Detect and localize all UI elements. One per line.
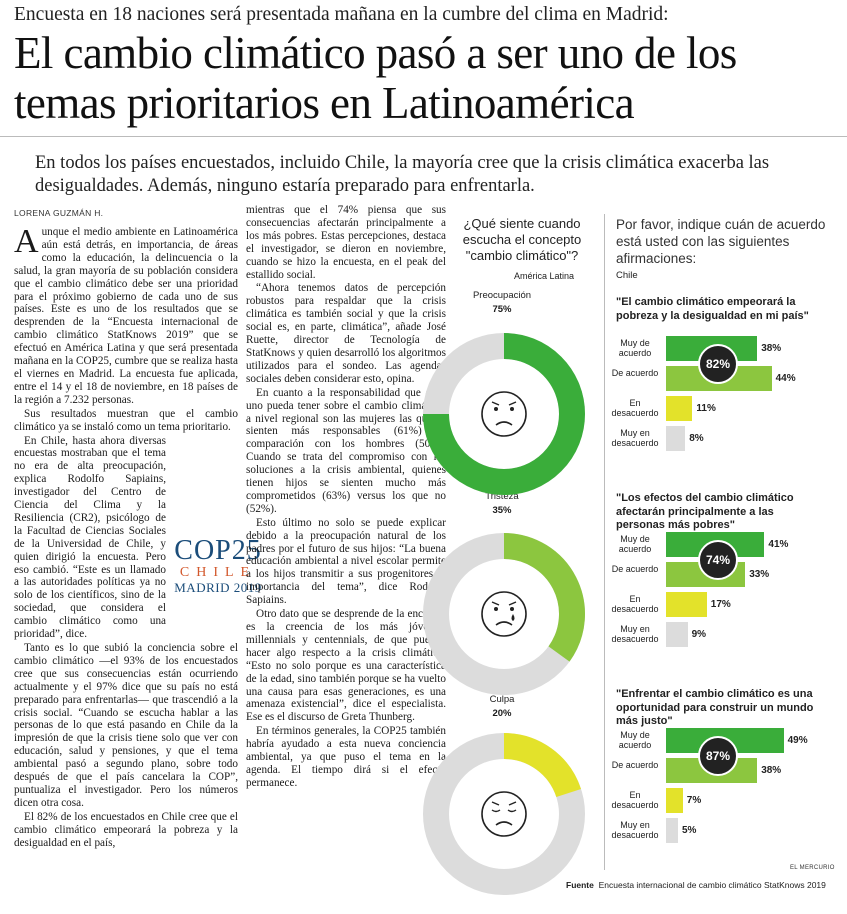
gauge-charts (414, 310, 594, 910)
bar-value: 38% (761, 765, 782, 776)
divider (0, 136, 847, 137)
bar-label: Muy en desacuerdo (611, 428, 659, 448)
bar (666, 818, 678, 843)
gauge-percent: 75% (492, 304, 512, 315)
paragraph: unque el medio ambiente en Latinoamérica aún está detrás, en importancia, de áreas como la educación, la delincuencia o la salud, la gran mayoría de su población considera que el cambio climático debe ser una prioridad para el próximo gobierno de cada uno de sus países. Este es uno de los resultados que se desprenden de la “Encuesta internacional de cambio climático StatKnows 2019” que se efectuó en América Latina y que será presentada mañana en la COP25, cumbre que se realiza hasta el viernes en Madrid. La encuesta fue aplicada, entre el 14 y el 18 de noviembre, en 18 países de la región a 7.232 personas. (14, 226, 238, 406)
paragraph: En términos generales, la COP25 también habría ayudado a esta nueva conciencia ambiental, ya que puso el tema en la agenda. El tiempo dirá si el efecto permanece. (246, 725, 446, 789)
bar-label: Muy en desacuerdo (611, 820, 659, 840)
country-label: Chile (616, 270, 638, 281)
gauge-percent: 20% (492, 708, 512, 719)
bar (666, 426, 685, 451)
bar (666, 396, 692, 421)
bar-value: 41% (768, 539, 789, 550)
cop25-logo-country: CHILE (179, 565, 257, 580)
paragraph: Sus resultados muestran que el cambio climático ya se instaló como un tema prioritario. (14, 407, 238, 433)
credit: EL MERCURIO (790, 865, 835, 871)
bar-label: Muy de acuerdo (618, 338, 652, 358)
bar-label: De acuerdo (611, 760, 659, 770)
total-agree-badge: 82% (698, 344, 738, 384)
paragraph: Otro dato que se desprende de la encuesta es la creencia de los más jóvenes, millennials y centennials, de que pueden hacer algo respecto a la crisis climática. “Esto no solo porque es una característica de la edad, sino también porque se ha vuelto una causa para esas generaciones, es una amenaza existencial”, dice el especialista. Ese es el discurso de Greta Thunberg. (246, 608, 446, 724)
feeling-question: ¿Qué siente cuando escucha el concepto "cambio climático"? (462, 216, 582, 263)
bar-label: De acuerdo (611, 368, 659, 378)
headline: El cambio climático pasó a ser uno de los temas prioritarios en Latinoamérica (14, 28, 737, 128)
bar-value: 11% (696, 403, 716, 414)
dropcap: A (14, 223, 39, 260)
paragraph: El 82% de los encuestados en Chile cree que el cambio climático empeorará la pobreza y la desigualdad en el país, (14, 810, 238, 849)
bar-value: 38% (761, 343, 782, 354)
subhead: En todos los países encuestados, incluido Chile, la mayoría cree que la crisis climática exacerba las desigualdades. Además, ninguno estaría preparado para enfrentarla. (35, 153, 770, 196)
graphic-divider (604, 214, 605, 870)
cop25-logo-venue: MADRID 2019 (174, 580, 262, 595)
statement-title: "El cambio climático empeorará la pobreza y la desigualdad en mi país" (616, 296, 809, 322)
bar (666, 622, 688, 647)
source-label: Fuente (566, 880, 594, 890)
bar-value: 5% (682, 825, 697, 836)
bar-value: 7% (686, 795, 702, 806)
cop25-logo-title: COP25 (174, 535, 262, 566)
gauge-label: Tristeza (485, 491, 519, 502)
statement-title: "Enfrentar el cambio climático es una oportunidad para construir un mundo más justo" (616, 688, 814, 727)
paragraph: “Ahora tenemos datos de percepción robustos para respaldar que la crisis climática es también social y que la crisis social es, en parte, climática”, añade José Ruette, director de Tecnología de StatKnows y quien desarrolló los algoritmos utilizados para el sondeo. Las agendas sociales deben considerar esto, opina. (246, 282, 446, 385)
bar-value: 33% (749, 569, 770, 580)
gauge-label: Preocupación (472, 290, 532, 301)
agreement-question: Por favor, indique cuán de acuerdo está usted con las siguientes afirmaciones: (616, 217, 826, 266)
paragraph: Tanto es lo que subió la conciencia sobre el cambio climático —el 93% de los encuestados cree que sus consecuencias están ocurriendo actualmente y el 97% dice que su país no está preparado para enfrentarlas— que trascendió a la crisis social. “Cuando se escucha hablar a las personas de lo que está pasando en Chile da la impresión de que la crisis tiene solo que ver con educación, salud y pensiones, y que el tema ambiental pasó a segundo plano, sobre todo después de que el país cancelara la COP”, puntualiza el investigador. Pero los números dicen otra cosa. (14, 642, 238, 809)
bar-label: De acuerdo (611, 564, 659, 574)
statement-title: "Los efectos del cambio climático afectarán principalmente a las personas más pobres" (616, 492, 794, 531)
bar-label: Muy de acuerdo (618, 730, 652, 750)
worried-face-icon (482, 392, 526, 436)
bar-label: En desacuerdo (611, 398, 659, 418)
bar-value: 49% (787, 735, 808, 746)
bar-value: 44% (775, 373, 796, 384)
gauge-arc (504, 746, 569, 793)
total-agree-badge: 74% (698, 540, 738, 580)
region-label: América Latina (514, 271, 575, 281)
bar-label: Muy en desacuerdo (611, 624, 659, 644)
source-line (566, 880, 826, 890)
crying-face-icon (482, 592, 526, 636)
gauge-label: Culpa (489, 694, 515, 705)
source-text: Encuesta internacional de cambio climático StatKnows 2019 (598, 880, 826, 890)
bar (666, 592, 707, 617)
bar-value: 17% (710, 599, 731, 610)
bar-value: 8% (689, 433, 704, 444)
gauge-percent: 35% (492, 505, 512, 516)
total-agree-badge: 87% (698, 736, 738, 776)
bar-label: Muy de acuerdo (618, 534, 652, 554)
byline: LORENA GUZMÁN H. (14, 208, 104, 218)
bar-label: En desacuerdo (611, 790, 659, 810)
bar-label: En desacuerdo (611, 594, 659, 614)
kicker: Encuesta en 18 naciones será presentada mañana en la cumbre del clima en Madrid: (14, 4, 669, 25)
paragraph: mientras que el 74% piensa que sus consecuencias afectarán principalmente a los más pobres. Estas percepciones, destaca el investigador, se dieron en noviembre, cuando se hizo la encuesta, en el peak del estallido social. (246, 204, 446, 281)
paragraph: Esto último no solo se puede explicar debido a la preocupación natural de los padres por el futuro de sus hijos: “La buena educación ambiental a nivel escolar permite a los hijos transmitir a sus progenitores la importancia del tema”, dice Rodolfo Sapiains. (246, 516, 446, 607)
paragraph: En Chile, hasta ahora diversas encuestas mostraban que el tema no era de alta preocupación, explica Rodolfo Sapiains, investigador del Centro de Ciencia del Clima y la Resiliencia (CR2), psicólogo de la Facultad de Ciencias Sociales de la Universidad de Chile, y quien dirigió la encuesta. Pero eso cambió. “Este es un llamado a las autoridades políticas ya no solo de los científicos, sino de la sociedad, que considera el cambio climático como una prioridad”, dice. (14, 434, 166, 641)
bar (666, 788, 683, 813)
bar-value: 9% (691, 629, 707, 640)
sad-face-icon (482, 792, 526, 836)
paragraph: En cuanto a la responsabilidad que cada uno pueda tener sobre el cambio climático, a nivel regional son las mujeres las que se sienten más responsables (61%) en comparación con los hombres (50%). Cuando se trata del compromiso con las soluciones a la crisis ambiental, quienes tienen hijos se sienten mucho más comprometidos (63%) versus los que no (52%). (246, 386, 446, 515)
